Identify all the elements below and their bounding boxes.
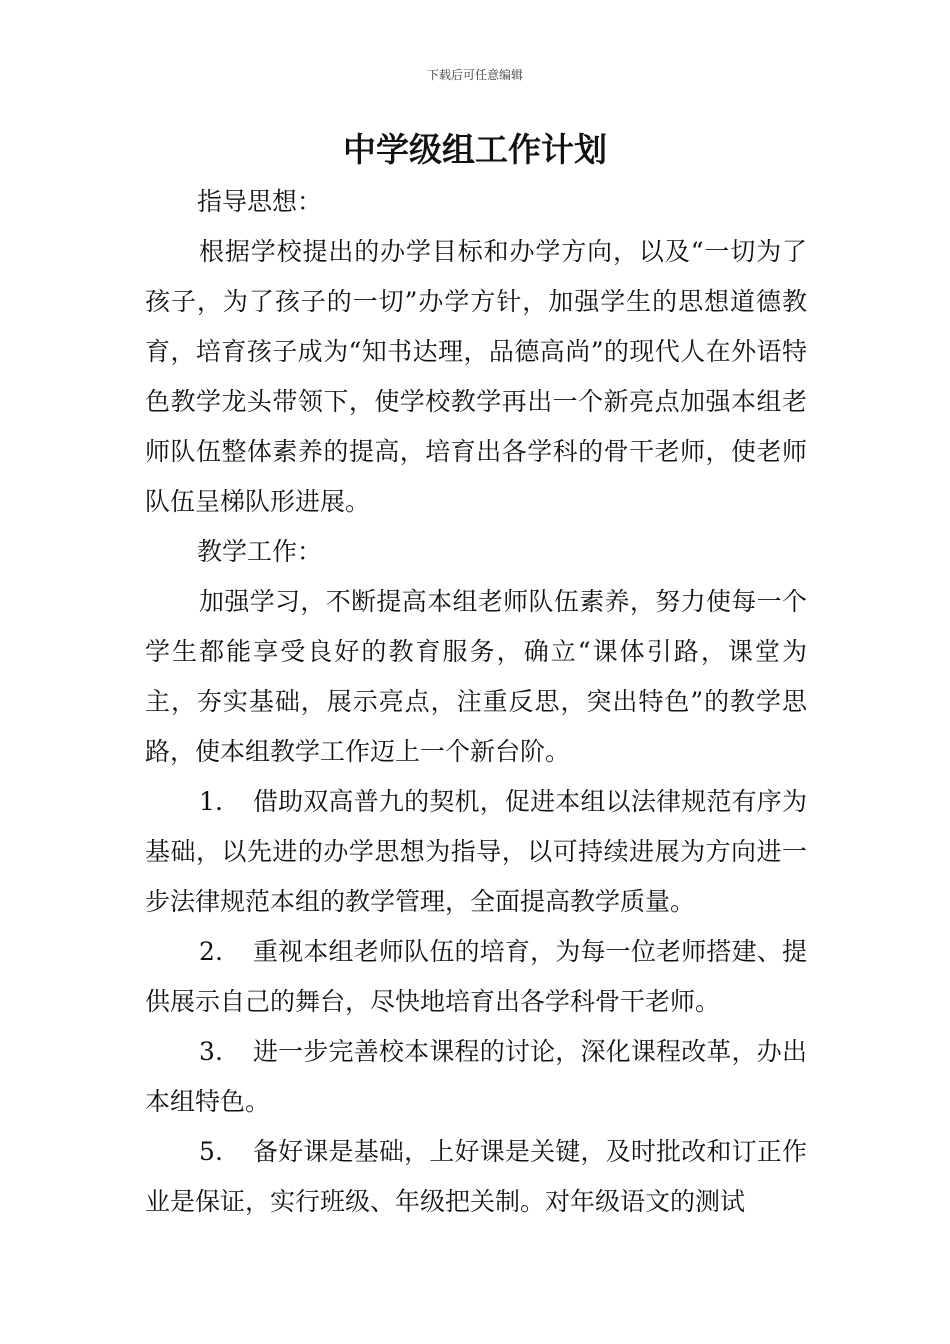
section-heading-guiding-thought: 指导思想： (197, 187, 323, 216)
paragraph-item-2: 2． 重视本组老师队伍的培育，为每一位老师搭建、提供展示自己的舞台，尽快地培育出各学科骨干老师。 (145, 937, 807, 1016)
document-body (145, 177, 807, 1227)
section-heading-teaching-work: 教学工作： (197, 537, 323, 566)
page-header-note: 下载后可任意编辑 (426, 68, 523, 82)
paragraph-guiding-thought: 根据学校提出的办学目标和办学方向，以及“一切为了孩子，为了孩子的一切”办学方针，加强学生的思想道德教育，培育孩子成为“知书达理，品德高尚”的现代人在外语特色教学龙头带领下，使学校教学再出一个新亮点加强本组老师队伍整体素养的提高，培育出各学科的骨干老师，使老师队伍呈梯队形进展。 (145, 237, 807, 516)
paragraph-item-1: 1． 借助双高普九的契机，促进本组以法律规范有序为基础，以先进的办学思想为指导，以可持续进展为方向进一步法律规范本组的教学管理，全面提高教学质量。 (145, 787, 807, 916)
paragraph-teaching-intro: 加强学习，不断提高本组老师队伍素养，努力使每一个学生都能享受良好的教育服务，确立“课体引路，课堂为主，夯实基础，展示亮点，注重反思，突出特色”的教学思路，使本组教学工作迈上一个新台阶。 (145, 587, 807, 766)
document-title: 中学级组工作计划 (343, 130, 607, 169)
paragraph-item-3: 3． 进一步完善校本课程的讨论，深化课程改革，办出本组特色。 (145, 1037, 807, 1116)
paragraph-item-5: 5． 备好课是基础，上好课是关键，及时批改和订正作业是保证，实行班级、年级把关制。对年级语文的测试 (145, 1137, 807, 1216)
